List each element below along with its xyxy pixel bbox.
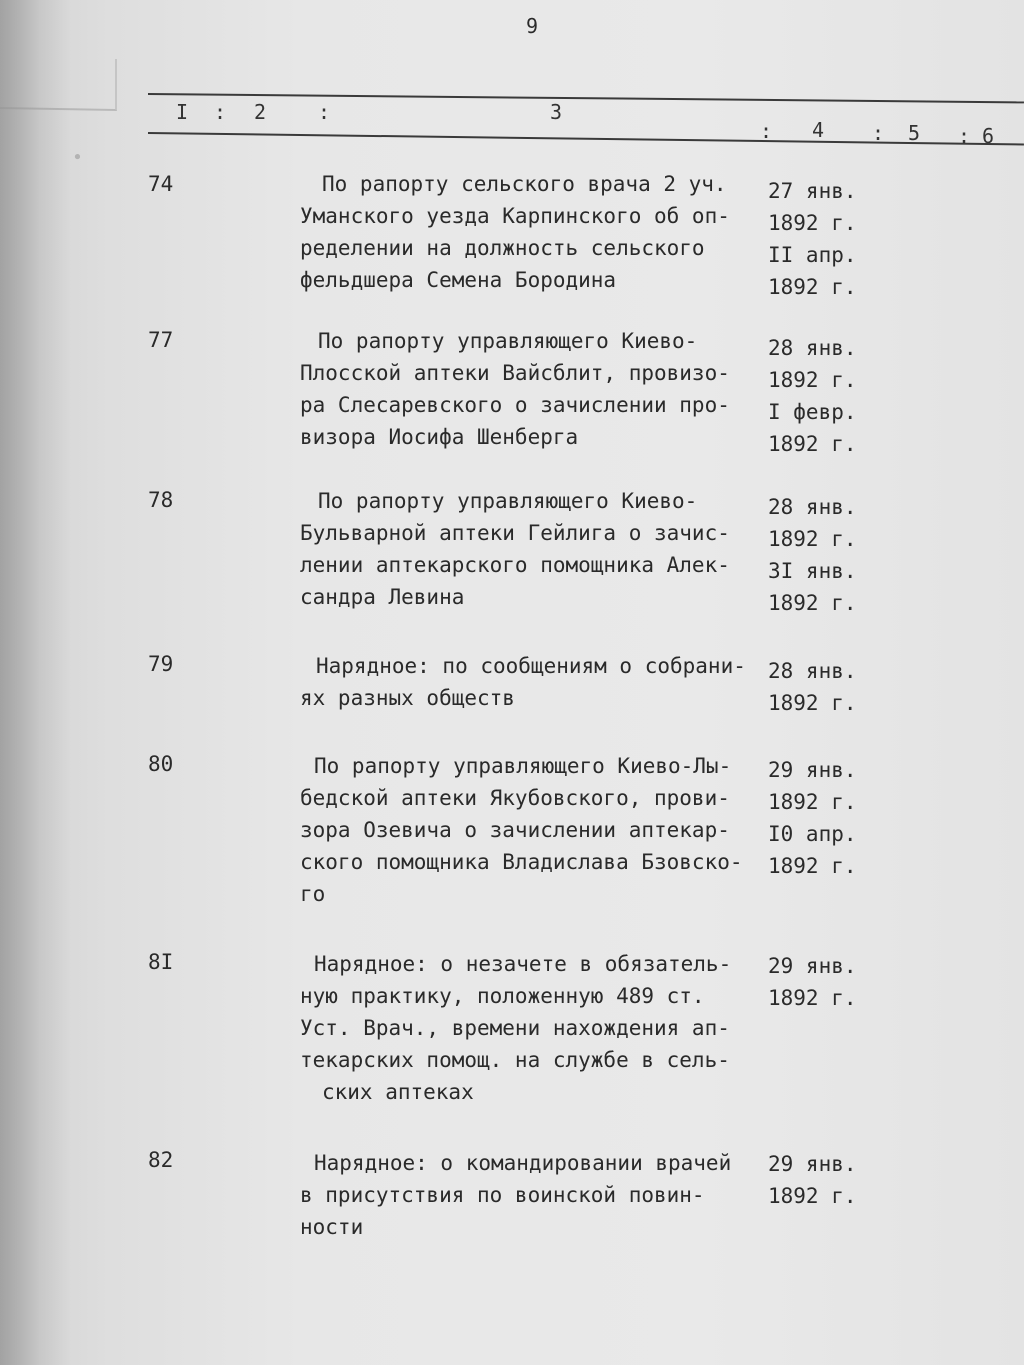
entry-line: ности [300, 1215, 364, 1239]
entry-line: сандра Левина [300, 585, 465, 609]
column-header-1: I [176, 100, 189, 124]
entry-dates [768, 332, 878, 460]
date-line: 29 янв. [768, 1152, 857, 1176]
entry-line: ную практику, положенную 489 ст. [300, 984, 705, 1008]
entry-line: визора Иосифа Шенберга [300, 425, 579, 449]
entry-line: лении аптекарского помощника Алек- [300, 553, 730, 577]
entry-line: го [300, 882, 326, 906]
entry-dates [768, 950, 878, 1014]
entry-description [300, 485, 770, 613]
entry-line: Уст. Врач., времени нахождения ап- [300, 1016, 730, 1040]
entry-line: Уманского уезда Карпинского об оп- [300, 204, 730, 228]
entry-line: Нарядное: по сообщениям о собрани- [316, 654, 746, 678]
entry-dates [768, 491, 878, 619]
entry-line: ях разных обществ [300, 686, 515, 710]
date-line: II апр. [768, 243, 857, 267]
entry-number: 78 [148, 488, 174, 512]
date-line: I0 апр. [768, 822, 857, 846]
entry-description [300, 325, 770, 453]
date-line: 1892 г. [768, 790, 857, 814]
date-line: I февр. [768, 400, 857, 424]
entry-line: Бульварной аптеки Гейлига о зачис- [300, 521, 730, 545]
date-line: 1892 г. [768, 211, 857, 235]
bleed-mark: • [72, 145, 83, 166]
entry-line: Нарядное: о незачете в обязатель- [314, 952, 732, 976]
entry-line: бедской аптеки Якубовского, прови- [300, 786, 730, 810]
date-line: 1892 г. [768, 275, 857, 299]
entry-number: 82 [148, 1148, 174, 1172]
entry-dates [768, 1148, 878, 1212]
entry-number: 79 [148, 652, 174, 676]
header-rule-bottom [148, 132, 1024, 145]
underlying-page-edge [0, 57, 117, 111]
entry-line: ского помощника Владислава Бзовско- [300, 850, 743, 874]
date-line: 28 янв. [768, 336, 857, 360]
entry-dates [768, 655, 878, 719]
entry-description [300, 1147, 770, 1243]
column-header-6: 6 [982, 124, 995, 148]
date-line: 1892 г. [768, 691, 857, 715]
entry-line: ских аптеках [322, 1080, 474, 1104]
entry-dates [768, 754, 878, 882]
column-separator: : [318, 100, 331, 124]
date-line: 3I янв. [768, 559, 857, 583]
entry-line: ределении на должность сельского [300, 236, 705, 260]
entry-number: 74 [148, 172, 174, 196]
header-rule-top [148, 93, 1024, 103]
entry-line: Плосской аптеки Вайсблит, провизо- [300, 361, 730, 385]
date-line: 1892 г. [768, 591, 857, 615]
entry-description [300, 650, 770, 714]
column-separator: : [958, 124, 971, 148]
date-line: 1892 г. [768, 854, 857, 878]
column-header-2: 2 [254, 100, 267, 124]
entry-description [300, 948, 770, 1108]
date-line: 29 янв. [768, 758, 857, 782]
date-line: 1892 г. [768, 527, 857, 551]
entry-dates [768, 175, 878, 303]
entry-line: зора Озевича о зачислении аптекар- [300, 818, 730, 842]
date-line: 28 янв. [768, 495, 857, 519]
column-separator: : [214, 100, 227, 124]
entry-line: Нарядное: о командировании врачей [314, 1151, 732, 1175]
entry-description [300, 168, 770, 296]
entry-line: ра Слесаревского о зачислении про- [300, 393, 730, 417]
date-line: 28 янв. [768, 659, 857, 683]
entry-line: фельдшера Семена Бородина [300, 268, 617, 292]
entry-number: 8I [148, 950, 174, 974]
page-number: 9 [526, 14, 539, 38]
column-header-5: 5 [908, 121, 921, 145]
date-line: 1892 г. [768, 368, 857, 392]
entry-number: 77 [148, 328, 174, 352]
date-line: 1892 г. [768, 432, 857, 456]
entry-number: 80 [148, 752, 174, 776]
date-line: 29 янв. [768, 954, 857, 978]
date-line: 1892 г. [768, 1184, 857, 1208]
entry-line: По рапорту сельского врача 2 уч. [322, 172, 727, 196]
entry-line: в присутствия по воинской повин- [300, 1183, 705, 1207]
entry-line: По рапорту управляющего Киево-Лы- [314, 754, 732, 778]
date-line: 27 янв. [768, 179, 857, 203]
date-line: 1892 г. [768, 986, 857, 1010]
entry-line: По рапорту управляющего Киево- [318, 489, 698, 513]
column-header-4: 4 [812, 118, 825, 142]
column-header-3: 3 [550, 100, 563, 124]
column-separator: : [760, 119, 773, 143]
entry-description [300, 750, 770, 910]
entry-line: По рапорту управляющего Киево- [318, 329, 698, 353]
column-separator: : [872, 121, 885, 145]
entry-line: текарских помощ. на службе в сель- [300, 1048, 730, 1072]
